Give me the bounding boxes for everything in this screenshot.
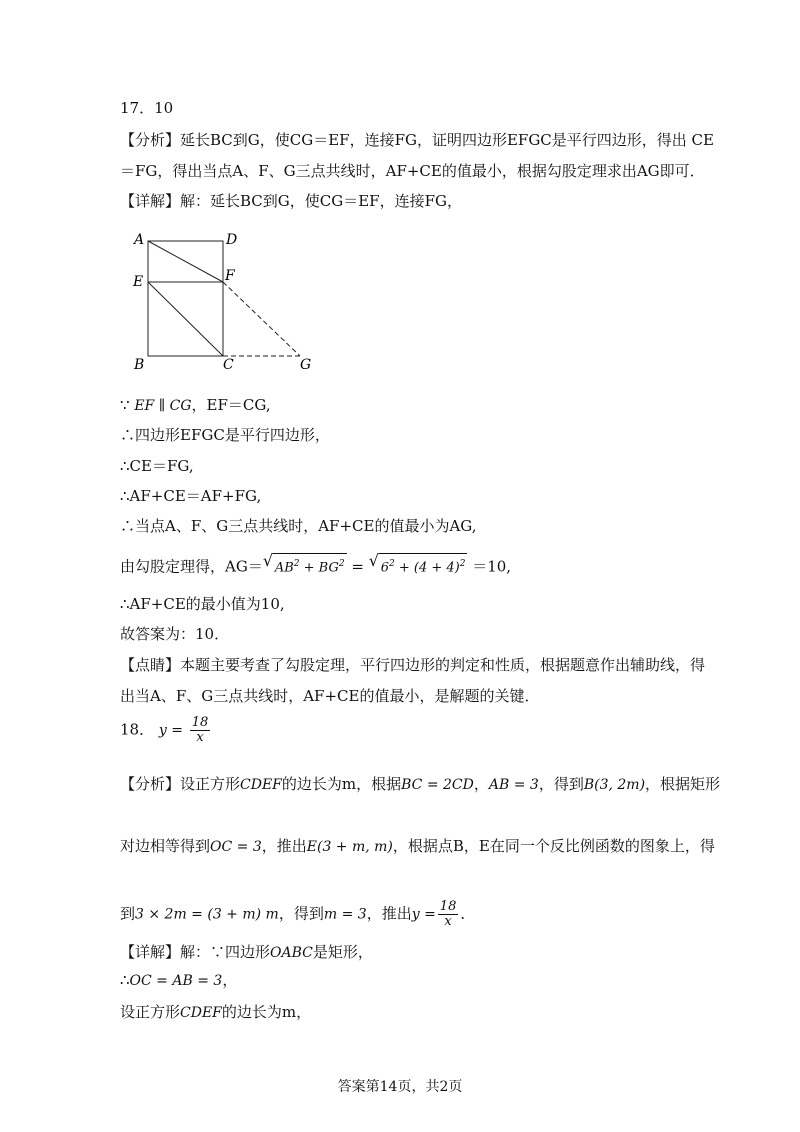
geometry-figure [128, 228, 328, 373]
p17-comment-line-1: 【点睛】本题主要考查了勾股定理，平行四边形的判定和性质，根据题意作出辅助线，得 [120, 656, 706, 674]
label-B: B [134, 357, 145, 373]
derived-fraction: $\frac{18}{x}$ [439, 899, 457, 929]
problem-17-answer: 17．10 [120, 99, 174, 117]
page-footer: 答案第14页，共2页 [337, 1079, 463, 1095]
p17-step-2: ∴四边形EFGC是平行四边形， [120, 426, 330, 444]
label-D: D [226, 232, 238, 248]
p18-analysis-line-2: 对边相等得到OC = 3，推出E(3 + m, m)，根据点B，E在同一个反比例函数的图象上，得 [120, 837, 715, 855]
p17-step-1: ∵ EF ∥ CG，EF＝CG, [120, 396, 271, 414]
p17-step-6: 由勾股定理得，AG＝ √ $AB^2 + BG^2$ = √ $6^2 + (4 + 4)^2 =10$, [120, 553, 511, 578]
label-F: F [225, 268, 235, 284]
p17-step-5: ∴当点A、F、G三点共线时，AF+CE的值最小为AG, [120, 517, 477, 535]
label-G: G [300, 357, 312, 373]
p17-analysis-line-1: 【分析】延长BC到G，使CG＝EF，连接FG，证明四边形EFGC是平行四边形，得出 CE [120, 131, 714, 149]
p17-step-8: 故答案为：10． [120, 625, 230, 643]
answer-fraction: $\frac{18}{x}$ [191, 715, 209, 745]
p17-step-7: ∴AF+CE的最小值为10, [120, 595, 285, 613]
p18-detail-line-1: 【详解】解：∵四边形OABC是矩形， [120, 943, 373, 961]
label-C: C [223, 357, 234, 373]
p17-comment-line-2: 出当A、F、G三点共线时，AF+CE的值最小，是解题的关键． [120, 687, 540, 705]
sqrt-numeric: √ $6^2 + (4 + 4)^2$ [369, 553, 468, 578]
p18-detail-line-3: 设正方形CDEF的边长为m， [120, 1003, 312, 1021]
sqrt-ab-bg: √ $AB^2 + BG^2$ [263, 553, 347, 578]
p18-analysis-line-1: 【分析】设正方形CDEF的边长为m，根据BC = 2CD，AB = 3，得到B(3, 2m)，根据矩形 [120, 775, 721, 793]
p17-detail-line-1: 【详解】解：延长BC到G，使CG＝EF，连接FG， [120, 192, 462, 210]
label-A: A [134, 232, 145, 248]
p18-detail-line-2: ∴OC = AB = 3， [120, 971, 238, 989]
label-E: E [133, 274, 144, 290]
p17-analysis-line-2: ＝FG，得出当点A、F、G三点共线时，AF+CE的值最小，根据勾股定理求出AG即可． [120, 162, 705, 180]
p18-analysis-line-3: 到3 × 2m = (3 + m) m，得到m = 3，推出y = $\frac{18}{x}$ ． [120, 899, 476, 929]
problem-18-answer: 18． y = $\frac{18}{x}$ [120, 715, 209, 745]
p17-step-3: ∴CE＝FG, [120, 457, 194, 475]
p17-step-4: ∴AF+CE＝AF+FG, [120, 487, 262, 505]
